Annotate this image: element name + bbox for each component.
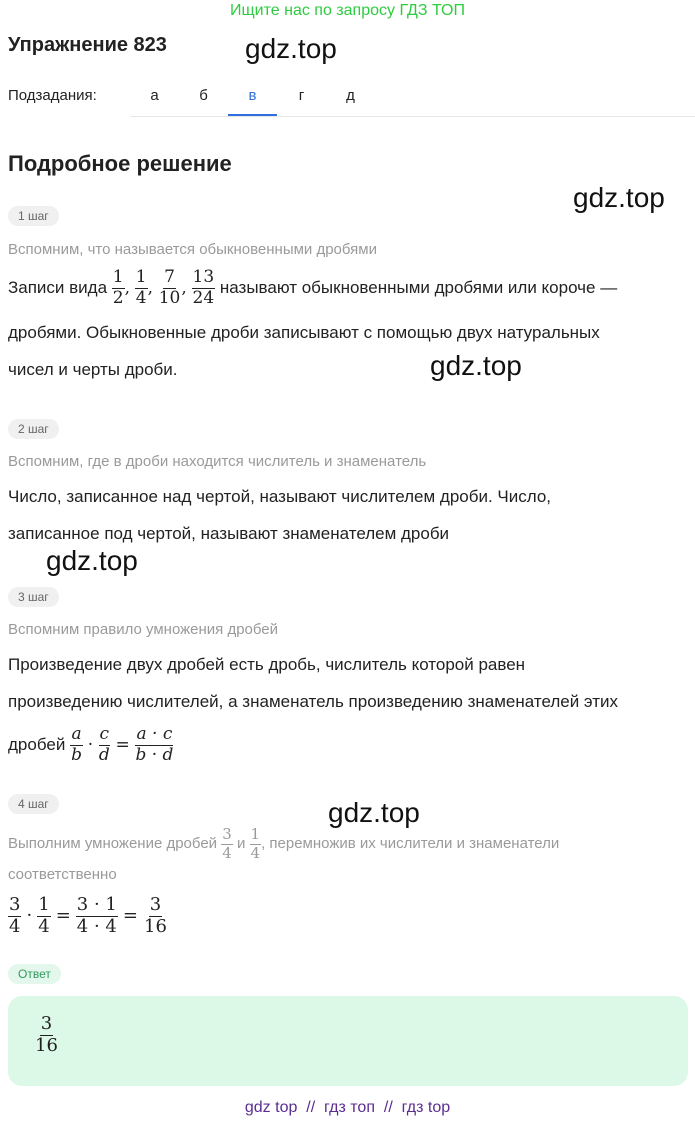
page-title: Упражнение 823 xyxy=(8,34,167,56)
equals-sign: = xyxy=(55,905,71,926)
subtask-tab-a[interactable]: а xyxy=(150,87,159,104)
step-badge: 2 шаг xyxy=(8,419,59,439)
denominator: b xyxy=(71,745,82,766)
comma: , xyxy=(124,278,131,298)
step-text xyxy=(8,262,683,388)
step-badge: 4 шаг xyxy=(8,794,59,814)
denominator: 24 xyxy=(192,288,215,309)
text-fragment: и xyxy=(236,835,246,852)
denominator: 16 xyxy=(35,1034,58,1056)
numerator: 3 xyxy=(222,825,232,844)
fraction xyxy=(143,895,168,937)
step-hint: Вспомним, где в дроби находится числитель и знаменатель xyxy=(8,453,427,470)
step-hint: соответственно xyxy=(8,866,117,883)
denominator: b · d xyxy=(135,745,174,766)
calculation xyxy=(8,885,683,946)
numerator: 3 xyxy=(40,1013,53,1034)
fraction xyxy=(192,268,216,308)
numerator: 1 xyxy=(135,267,147,288)
numerator: a xyxy=(71,724,82,745)
denominator: 2 xyxy=(112,288,124,309)
subtask-tab-b[interactable]: б xyxy=(199,87,208,104)
numerator: 3 · 1 xyxy=(76,894,117,916)
step-text-line: дробями. Обыкновенные дроби записывают с помощью двух натуральных xyxy=(8,323,600,342)
answer-badge: Ответ xyxy=(8,964,61,984)
step-text xyxy=(8,478,683,552)
comma: , xyxy=(181,278,187,298)
numerator: 7 xyxy=(164,267,175,288)
fraction xyxy=(70,725,83,765)
numerator: 1 xyxy=(38,894,50,916)
step-hint xyxy=(8,820,559,868)
fraction xyxy=(158,268,182,308)
denominator: 4 xyxy=(222,843,232,862)
step-text-line: произведению числителей, а знаменатель произведению знаменателей этих xyxy=(8,692,619,711)
fraction xyxy=(76,895,118,937)
equals-sign: = xyxy=(122,905,138,926)
step-text-line: Произведение двух дробей есть дробь, числитель которой равен xyxy=(8,655,526,674)
fraction xyxy=(221,826,233,862)
watermark: gdz.top xyxy=(573,182,665,213)
numerator: 1 xyxy=(112,267,124,288)
multiply-sign: · xyxy=(87,735,94,755)
text-fragment: дробей xyxy=(8,735,66,754)
promo-banner: Ищите нас по запросу ГДЗ ТОП xyxy=(230,2,465,19)
numerator: 3 xyxy=(149,894,162,916)
step-hint: Вспомним правило умножения дробей xyxy=(8,621,279,638)
step-text-line xyxy=(8,262,683,314)
step-text-line: записанное под чертой, называют знаменателем дроби xyxy=(8,524,450,543)
text-fragment: Записи вида xyxy=(8,278,108,297)
answer-value xyxy=(34,1014,59,1056)
denominator: 4 xyxy=(9,915,21,937)
step-badge: 1 шаг xyxy=(8,206,59,226)
numerator: 1 xyxy=(250,825,261,844)
step-text-line: Число, записанное над чертой, называют числителем дроби. Число, xyxy=(8,487,552,506)
step-text-line: чисел и черты дроби. xyxy=(8,360,178,379)
subtask-tab-g[interactable]: г xyxy=(298,87,305,104)
section-title: Подробное решение xyxy=(8,151,232,176)
watermark: gdz.top xyxy=(46,545,138,576)
text-fragment: называют обыкновенными дробями или короче — xyxy=(219,278,618,297)
text-fragment: , перемножив их числители и знаменатели xyxy=(261,835,560,852)
step-text-line xyxy=(8,720,683,770)
denominator: 4 xyxy=(38,915,50,937)
fraction xyxy=(112,268,125,308)
subtask-tab-v[interactable]: в xyxy=(228,78,277,116)
comma: , xyxy=(147,278,153,298)
numerator: 3 xyxy=(9,894,21,916)
denominator: 10 xyxy=(158,288,181,309)
subtasks-label: Подзадания: xyxy=(8,87,97,104)
footer-links[interactable]: gdz top // гдз топ // гдз top xyxy=(244,1099,451,1116)
step-badge: 3 шаг xyxy=(8,587,59,607)
denominator: d xyxy=(98,745,110,766)
numerator: a · c xyxy=(136,724,173,745)
watermark: gdz.top xyxy=(245,33,337,64)
watermark: gdz.top xyxy=(328,797,420,828)
subtask-tab-d[interactable]: д xyxy=(346,87,355,104)
fraction xyxy=(34,1014,59,1056)
denominator: 4 · 4 xyxy=(76,915,117,937)
step-hint: Вспомним, что называется обыкновенными дробями xyxy=(8,241,377,258)
numerator: 13 xyxy=(192,267,215,288)
denominator: 4 xyxy=(135,288,147,309)
answer-box xyxy=(8,996,688,1086)
subtasks-tabs xyxy=(130,78,695,117)
denominator: 16 xyxy=(144,915,167,937)
fraction xyxy=(37,895,50,937)
multiply-sign: · xyxy=(26,905,33,926)
fraction xyxy=(135,268,148,308)
text-fragment: Выполним умножение дробей xyxy=(8,835,218,852)
equals-sign: = xyxy=(115,735,130,755)
numerator: c xyxy=(99,724,110,745)
step-text xyxy=(8,646,683,770)
denominator: 4 xyxy=(250,843,261,862)
fraction xyxy=(8,895,21,937)
fraction xyxy=(134,725,174,765)
fraction xyxy=(98,725,111,765)
fraction xyxy=(250,826,262,862)
watermark: gdz.top xyxy=(430,350,522,381)
